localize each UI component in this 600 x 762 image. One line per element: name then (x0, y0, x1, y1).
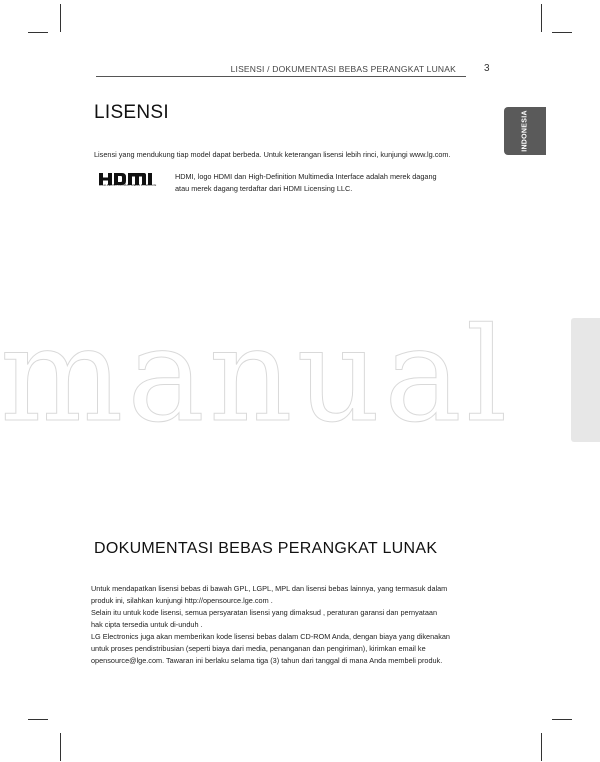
text-line: LG Electronics juga akan memberikan kode lisensi bebas dalam CD-ROM Anda, dengan biaya yang dikenakan (91, 632, 450, 641)
section-title-licensing: LISENSI (94, 102, 169, 123)
text-line: HDMI, logo HDMI dan High-Definition Multimedia Interface adalah merek dagang (175, 172, 437, 181)
crop-mark (552, 32, 572, 33)
language-tab-label: INDONESIA (521, 110, 529, 152)
text-line: hak cipta tersedia untuk di-unduh . (91, 620, 203, 629)
open-source-body (91, 583, 450, 667)
text-line: produk ini, silahkan kunjungi http://opensource.lge.com . (91, 596, 273, 605)
page-number: 3 (484, 63, 490, 74)
crop-mark (552, 719, 572, 720)
crop-mark (541, 4, 542, 32)
hdmi-trademark-text (175, 171, 437, 195)
running-head: LISENSI / DOKUMENTASI BEBAS PERANGKAT LUNAK (230, 64, 456, 74)
text-line: Selain itu untuk kode lisensi, semua persyaratan lisensi yang dimaksud , peraturan garansi dan pernyataan (91, 608, 437, 617)
header-rule (96, 76, 466, 77)
text-line: opensource@lge.com. Tawaran ini berlaku selama tiga (3) tahun dari tanggal di mana Anda membeli produk. (91, 656, 443, 665)
hdmi-logo (99, 173, 157, 191)
text-line: atau merek dagang terdaftar dari HDMI Licensing LLC. (175, 184, 353, 193)
crop-mark (28, 32, 48, 33)
text-line: untuk proses pendistribusian (seperti biaya dari media, penanganan dan pengiriman), kirimkan email ke (91, 644, 426, 653)
crop-mark (28, 719, 48, 720)
crop-mark (541, 733, 542, 761)
watermark (0, 300, 600, 450)
licensing-intro: Lisensi yang mendukung tiap model dapat berbeda. Untuk keterangan lisensi lebih rinci, kunjungi www.lg.com. (94, 150, 451, 159)
crop-mark (60, 733, 61, 761)
crop-mark (60, 4, 61, 32)
hdmi-logo-tagline: HIGH-DEFINITION MULTIMEDIA INTERFACE (99, 184, 157, 187)
section-title-open-source: DOKUMENTASI BEBAS PERANGKAT LUNAK (94, 540, 438, 557)
text-line: Untuk mendapatkan lisensi bebas di bawah GPL, LGPL, MPL dan lisensi bebas lainnya, yang termasuk dalam (91, 584, 448, 593)
watermark-text: manual (0, 299, 512, 451)
language-tab (504, 107, 546, 155)
watermark-bar (571, 318, 600, 442)
